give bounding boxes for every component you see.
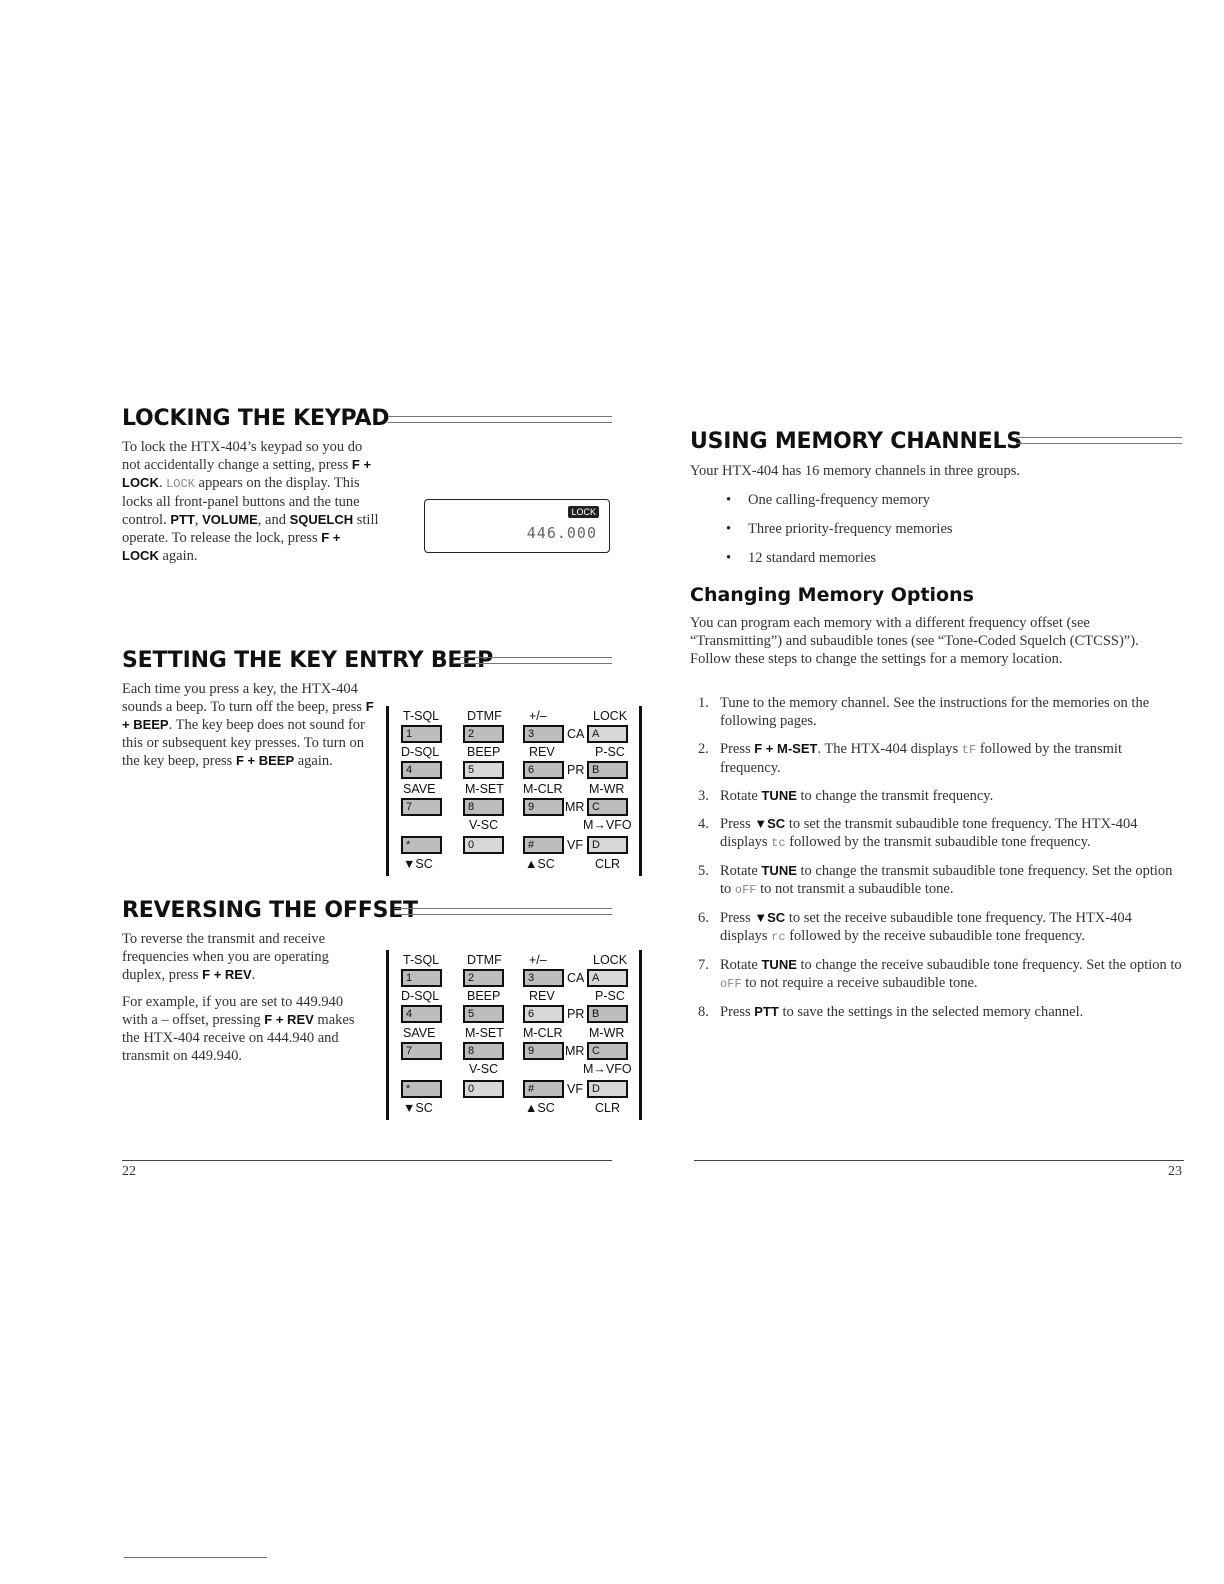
step-item: 5. Rotate TUNE to change the transmit subaudible tone frequency. Set the option to oFF to not transmit a subaudible tone.: [698, 863, 1173, 897]
step-item: 8. Press PTT to save the settings in the selected memory channel.: [698, 1004, 1084, 1020]
key-label: V-SC: [469, 1062, 499, 1076]
key-label: M-WR: [589, 1026, 625, 1040]
key-8: 8: [463, 798, 504, 816]
key-3: 3: [523, 969, 564, 987]
key-5: 5: [463, 1005, 504, 1023]
step-item: 6. Press ▼SC to set the receive subaudible tone frequency. The HTX-404 displays rc followed by the receive subaudible tone frequency.: [698, 910, 1132, 944]
key-label: VF: [567, 1082, 583, 1096]
step-item: 7. Rotate TUNE to change the receive subaudible tone frequency. Set the option to oFF to not require a receive subaudible tone.: [698, 957, 1182, 991]
key-1: 1: [401, 969, 442, 987]
bottom-link-rule: [124, 1557, 267, 1558]
key-label: M-SET: [465, 782, 504, 796]
lock-indicator: LOCK: [568, 506, 599, 518]
key-label: CLR: [595, 1101, 621, 1115]
key-label: VF: [567, 838, 583, 852]
key-label: ▼SC: [403, 857, 433, 871]
key-2: 2: [463, 725, 504, 743]
section-title-beep: SETTING THE KEY ENTRY BEEP: [122, 648, 494, 673]
key-b: B: [587, 761, 628, 779]
key-b: B: [587, 1005, 628, 1023]
offset-paragraph: To reverse the transmit and receive frequencies when you are operating duplex, press F + REV. For example, if you are set to 449.940 with a – offset, pressing F + REV makes the HTX-404 receive on 444.940 and transmit on 449.940.: [122, 931, 355, 1064]
section-title-offset: REVERSING THE OFFSET: [122, 898, 418, 923]
key-label: T-SQL: [403, 709, 440, 723]
footer-rule: [694, 1160, 1184, 1161]
key-1: 1: [401, 725, 442, 743]
key-c: C: [587, 798, 628, 816]
key-label: REV: [529, 989, 555, 1003]
key-label: ▲SC: [525, 1101, 555, 1115]
step-item: 1. Tune to the memory channel. See the instructions for the memories on the following pages.: [698, 695, 1150, 729]
key-label: ▲SC: [525, 857, 555, 871]
key-6: 6: [523, 1005, 564, 1023]
key-star: *: [401, 1080, 442, 1098]
memory-intro: Your HTX-404 has 16 memory channels in three groups.: [690, 463, 1020, 479]
key-label: SAVE: [403, 1026, 436, 1040]
key-7: 7: [401, 798, 442, 816]
section-title-memory: USING MEMORY CHANNELS: [690, 429, 1022, 454]
options-intro: You can program each memory with a different frequency offset (see “Transmitting”) and subaudible tones (see “Tone-Coded Squelch (CTCSS)”). Follow these steps to change the settings for a memory location.: [690, 615, 1139, 667]
key-label: P-SC: [595, 989, 625, 1003]
key-label: LOCK: [593, 709, 628, 723]
list-item: • One calling-frequency memory: [690, 491, 1182, 509]
key-label: M-CLR: [523, 1026, 563, 1040]
key-label: LOCK: [593, 953, 628, 967]
title-rule: [394, 908, 612, 915]
list-item: • Three priority-frequency memories: [690, 520, 1182, 538]
title-rule: [388, 416, 612, 423]
key-label: D-SQL: [401, 745, 440, 759]
page-number-left: 22: [122, 1164, 136, 1179]
key-hash: #: [523, 1080, 564, 1098]
key-label: BEEP: [467, 989, 501, 1003]
key-4: 4: [401, 761, 442, 779]
key-label: MR: [565, 1044, 585, 1058]
key-star: *: [401, 836, 442, 854]
key-6: 6: [523, 761, 564, 779]
key-7: 7: [401, 1042, 442, 1060]
title-rule: [1016, 437, 1182, 444]
key-label: ▼SC: [403, 1101, 433, 1115]
key-4: 4: [401, 1005, 442, 1023]
key-d: D: [587, 1080, 628, 1098]
key-label: D-SQL: [401, 989, 440, 1003]
keypad-diagram: [386, 950, 642, 1120]
key-label: MR: [565, 800, 585, 814]
key-label: M→VFO: [583, 818, 632, 832]
step-item: 3. Rotate TUNE to change the transmit frequency.: [698, 788, 994, 804]
subsection-title-options: Changing Memory Options: [690, 584, 974, 606]
key-a: A: [587, 969, 628, 987]
lcd-display: [424, 499, 610, 553]
key-label: M-SET: [465, 1026, 504, 1040]
key-label: PR: [567, 763, 585, 777]
key-label: CA: [567, 971, 585, 985]
lcd-frequency: 446.000: [526, 524, 597, 542]
page-number-right: 23: [1168, 1164, 1182, 1179]
key-label: SAVE: [403, 782, 436, 796]
key-5: 5: [463, 761, 504, 779]
title-rule: [453, 657, 612, 664]
memory-groups-list: [690, 491, 1182, 578]
key-label: DTMF: [467, 953, 502, 967]
key-a: A: [587, 725, 628, 743]
keypad-diagram: [386, 706, 642, 876]
key-d: D: [587, 836, 628, 854]
key-label: V-SC: [469, 818, 499, 832]
list-item: • 12 standard memories: [690, 549, 1182, 567]
step-item: 4. Press ▼SC to set the transmit subaudible tone frequency. The HTX-404 displays tc followed by the transmit subaudible tone frequency.: [698, 816, 1138, 850]
key-label: +/–: [529, 953, 547, 967]
key-label: M-WR: [589, 782, 625, 796]
options-steps: [690, 694, 1182, 1031]
key-label: DTMF: [467, 709, 502, 723]
key-9: 9: [523, 798, 564, 816]
key-label: M-CLR: [523, 782, 563, 796]
footer-rule: [122, 1160, 612, 1161]
beep-paragraph: Each time you press a key, the HTX-404 sounds a beep. To turn off the beep, press F + BEEP. The key beep does not sound for this or subsequent key presses. To turn on the key beep, press F + BEEP again.: [122, 681, 374, 769]
key-label: REV: [529, 745, 555, 759]
key-0: 0: [463, 836, 504, 854]
section-title-locking: LOCKING THE KEYPAD: [122, 406, 390, 431]
key-label: CLR: [595, 857, 621, 871]
key-hash: #: [523, 836, 564, 854]
key-0: 0: [463, 1080, 504, 1098]
key-8: 8: [463, 1042, 504, 1060]
key-label: BEEP: [467, 745, 501, 759]
locking-paragraph: To lock the HTX-404’s keypad so you do not accidentally change a setting, press F + LOCK. LOCK appears on the display. This locks all front-panel buttons and the tune control. PTT, VOLUME, and SQUELCH still operate. To release the lock, press F + LOCK again.: [122, 439, 379, 564]
key-2: 2: [463, 969, 504, 987]
key-c: C: [587, 1042, 628, 1060]
key-9: 9: [523, 1042, 564, 1060]
key-label: M→VFO: [583, 1062, 632, 1076]
key-label: PR: [567, 1007, 585, 1021]
key-label: +/–: [529, 709, 547, 723]
key-label: CA: [567, 727, 585, 741]
key-3: 3: [523, 725, 564, 743]
key-label: T-SQL: [403, 953, 440, 967]
step-item: 2. Press F + M-SET. The HTX-404 displays tF followed by the transmit frequency.: [698, 741, 1122, 776]
key-label: P-SC: [595, 745, 625, 759]
